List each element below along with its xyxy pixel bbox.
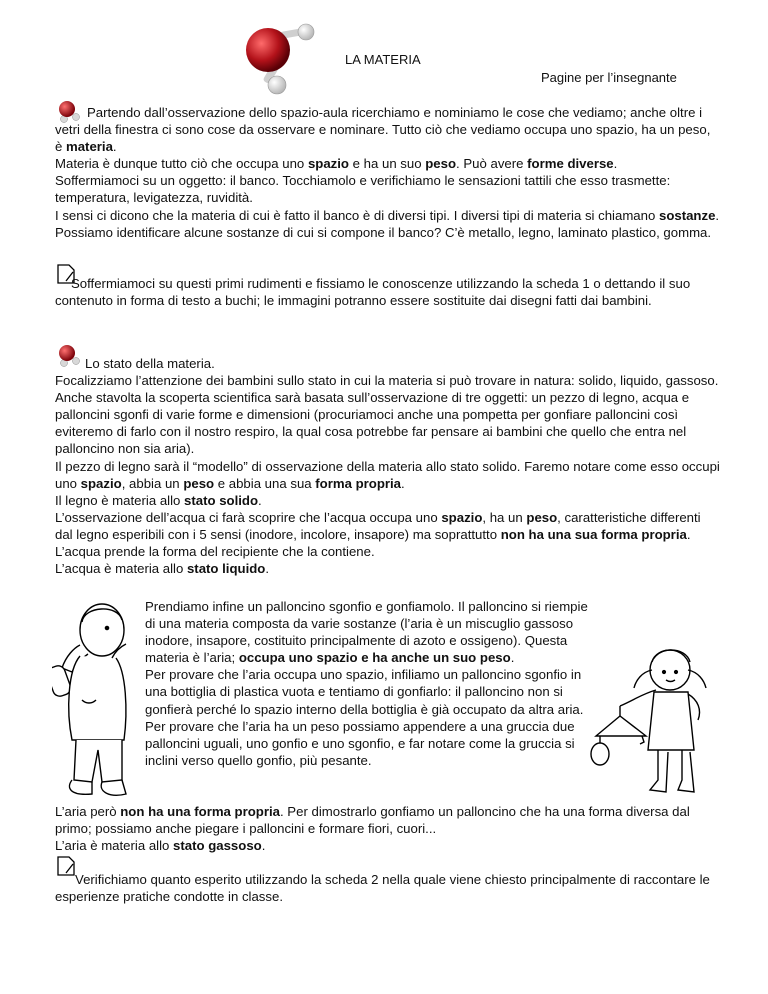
definition-paragraph: Materia è dunque tutto ciò che occupa uno spazio e ha un suo peso. Può avere forme diverse.: [55, 156, 618, 172]
intro-paragraph: Partendo dall’osservazione dello spazio-aula ricerchiamo e nominiamo le cose che vediamo; anche oltre i vetri della finestra ci sono cose da osservare e nominare. Tutto ciò che vediamo occupa uno spazio, ha un peso, è materia.: [55, 105, 711, 155]
sensi-paragraph: I sensi ci dicono che la materia di cui è fatto il banco è di diversi tipi. I diversi tipi di materia si chiamano sostanze. Possiamo identificare alcune sostanze di cui si compone il banco? C’è metallo, legno, laminato plastico, gomma.: [55, 207, 720, 240]
page-title: LA MATERIA: [345, 52, 421, 67]
section-heading: Lo stato della materia.: [85, 356, 215, 371]
intro-section: [55, 104, 720, 241]
girl-hanger-balloons-illustration: [590, 640, 720, 800]
molecule-logo: [240, 22, 330, 102]
note-2: Verifichiamo quanto esperito utilizzando la scheda 2 nella quale viene chiesto principalmente di raccontare le esperienze pratiche condotte in classe.: [55, 872, 710, 905]
boy-blowing-balloon-illustration: [52, 600, 142, 805]
note-1: Soffermiamoci su questi primi rudimenti e fissiamo le conoscenze utilizzando la scheda 1 o dettando il suo contenuto in forma di testo a buchi; le immagini potranno essere sostituite dai disegni fatti dai bambini.: [55, 276, 691, 309]
aria-narrow-section: Prendiamo infine un palloncino sgonfio e gonfiamolo. Il palloncino si riempie di una materia composta da varie sostanze (l’aria è un miscuglio gassoso inodore, insapore, costituito principalmente di azoto e ossigeno). Questa materia è l’aria; occupa uno spazio e ha anche un suo peso. Per provare che l’aria occupa uno spazio, infiliamo un palloncino sgonfio in una bottiglia di plastica vuota e tentiamo di gonfiarlo: il palloncino non si gonfierà perché lo spazio interno della bottiglia è già occupato da altra aria. Per provare che l’aria ha un peso possiamo appendere a una gruccia due palloncini uguali, uno gonfio e uno sgonfio, e far notare come la gruccia si inclini verso quello gonfio, più pesante.: [145, 599, 588, 768]
banco-paragraph: Soffermiamoci su un oggetto: il banco. Tocchiamolo e verifichiamo le sensazioni tattili che esso trasmette: temperatura, levigatezza, ruvidità.: [55, 173, 671, 206]
stato-section: Lo stato della materia. Focalizziamo l’attenzione dei bambini sullo stato in cui la materia si può trovare in natura: solido, liquido, gassoso. Anche stavolta la scoperta scientifica sarà basata sull’osservazione di tre oggetti: un pezzo di legno, acqua e palloncini sgonfi di varie forme e dimensioni (procuriamoci anche una pompetta per gonfiare palloncini così eviteremo di farlo con il nostro respiro, la qual cosa potrebbe far pensare ai bambini che quello che entra nel palloncino non sia aria). Il pezzo di legno sarà il “modello” di osservazione della materia allo stato solido. Faremo notare come esso occupi uno spazio, abbia un peso e abbia una sua forma propria. Il legno è materia allo stato solido. L’osservazione dell’acqua ci farà scoprire che l’acqua occupa uno spazio, ha un peso, caratteristiche differenti dal legno esperibili con i 5 sensi (inodore, incolore, insapore) ma soprattutto non ha una sua forma propria. L’acqua prende la forma del recipiente che la contiene. L’acqua è materia allo stato liquido.: [55, 356, 720, 577]
page-subtitle: Pagine per l’insegnante: [541, 70, 677, 85]
aria-wide-section: L’aria però non ha una forma propria. Per dimostrarlo gonfiamo un palloncino che ha una forma diversa dal primo; possiamo anche piegare i palloncini e formare fiori, cuori... L’aria è materia allo stato gassoso.: [55, 804, 690, 854]
